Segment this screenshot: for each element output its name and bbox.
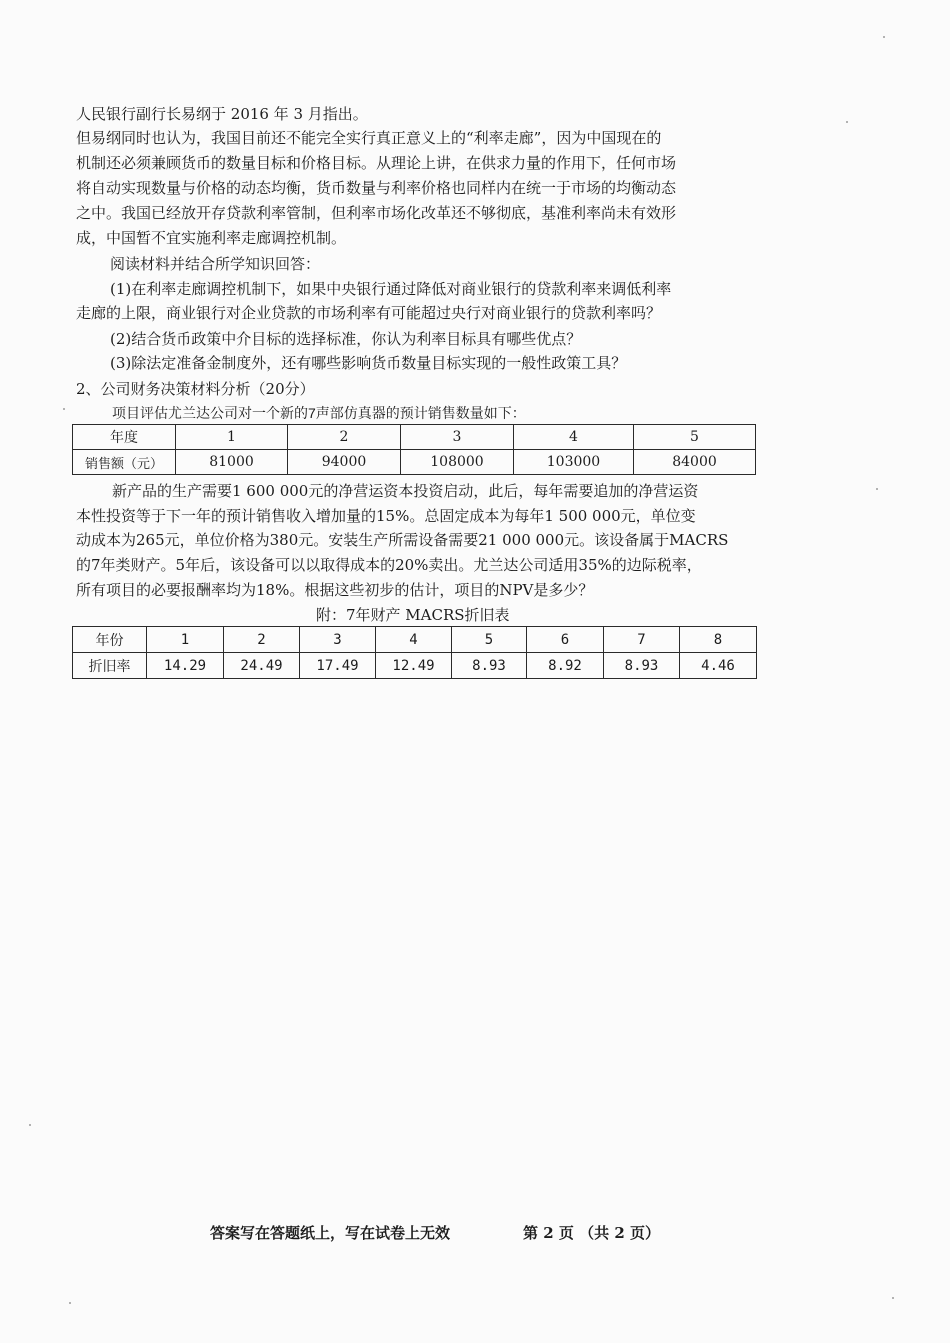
sales-value-cell: 94000 <box>288 450 401 475</box>
macrs-header-row <box>73 627 757 653</box>
sales-value-row <box>73 450 756 475</box>
paragraph-line: 之中。我国已经放开存贷款利率管制，但利率市场化改革还不够彻底，基准利率尚未有效形 <box>76 204 677 222</box>
sales-value-cell: 81000 <box>176 450 288 475</box>
body-line: 的7年类财产。5年后，该设备可以以取得成本的20%卖出。尤兰达公司适用35%的边际税率， <box>76 556 702 574</box>
sales-header-label: 年度 <box>73 425 176 450</box>
body-line: 所有项目的必要报酬率均为18%。根据这些初步的估计，项目的NPV是多少？ <box>76 581 594 599</box>
scan-speck <box>892 1297 894 1299</box>
body-line: 新产品的生产需要1 600 000元的净营运资本投资启动，此后，每年需要追加的净营运资 <box>112 482 699 500</box>
macrs-rate-cell: 8.93 <box>604 653 680 679</box>
macrs-rate-cell: 4.46 <box>680 653 757 679</box>
sales-year-cell: 2 <box>288 425 401 450</box>
macrs-year-cell: 1 <box>147 627 224 653</box>
macrs-rate-cell: 8.92 <box>527 653 604 679</box>
question-1-line-1: (1)在利率走廊调控机制下，如果中央银行通过降低对商业银行的贷款利率来调低利率 <box>110 280 672 298</box>
macrs-rate-row <box>73 653 757 679</box>
paragraph-line: 人民银行副行长易纲于 2016 年 3 月指出。 <box>76 105 368 123</box>
macrs-year-cell: 6 <box>527 627 604 653</box>
macrs-year-cell: 7 <box>604 627 680 653</box>
macrs-rate-cell: 24.49 <box>224 653 300 679</box>
macrs-rate-cell: 17.49 <box>300 653 376 679</box>
sales-year-cell: 4 <box>514 425 634 450</box>
body-line: 本性投资等于下一年的预计销售收入增加量的15%。总固定成本为每年1 500 000元，单位变 <box>76 507 696 525</box>
macrs-year-cell: 3 <box>300 627 376 653</box>
macrs-rate-cell: 14.29 <box>147 653 224 679</box>
scan-speck <box>29 1124 31 1126</box>
paragraph-line: 成，中国暂不宜实施利率走廊调控机制。 <box>76 229 347 247</box>
macrs-rate-cell: 12.49 <box>376 653 452 679</box>
macrs-year-cell: 2 <box>224 627 300 653</box>
sales-value-cell: 103000 <box>514 450 634 475</box>
macrs-rate-cell: 8.93 <box>452 653 527 679</box>
question-3: (3)除法定准备金制度外，还有哪些影响货币数量目标实现的一般性政策工具？ <box>110 354 627 372</box>
macrs-row-label: 折旧率 <box>73 653 147 679</box>
scan-speck <box>883 36 885 38</box>
sales-year-cell: 1 <box>176 425 288 450</box>
sales-year-cell: 3 <box>401 425 514 450</box>
scan-speck <box>69 1302 71 1304</box>
sales-header-row <box>73 425 756 450</box>
macrs-year-cell: 8 <box>680 627 757 653</box>
question-1-line-2: 走廊的上限，商业银行对企业贷款的市场利率有可能超过央行对商业银行的贷款利率吗？ <box>76 304 662 322</box>
section-2-heading: 2、公司财务决策材料分析（20分） <box>76 380 315 398</box>
sales-table <box>72 424 756 475</box>
macrs-year-cell: 5 <box>452 627 527 653</box>
sales-year-cell: 5 <box>634 425 756 450</box>
question-2: (2)结合货币政策中介目标的选择标准，你认为利率目标具有哪些优点？ <box>110 330 582 348</box>
paragraph-line: 将自动实现数量与价格的动态均衡，货币数量与利率价格也同样内在统一于市场的均衡动态 <box>76 179 677 197</box>
sales-row-label: 销售额（元） <box>73 450 176 475</box>
macrs-caption: 附：7年财产 MACRS折旧表 <box>316 606 510 624</box>
paragraph-line: 机制还必须兼顾货币的数量目标和价格目标。从理论上讲，在供求力量的作用下，任何市场 <box>76 154 677 172</box>
paragraph-line: 但易纲同时也认为，我国目前还不能完全实行真正意义上的“利率走廊”，因为中国现在的 <box>76 129 662 147</box>
scan-speck <box>846 121 848 123</box>
footer-page-number: 第 2 页 （共 2 页） <box>523 1224 660 1242</box>
instruction-text: 阅读材料并结合所学知识回答： <box>110 255 321 273</box>
sales-value-cell: 84000 <box>634 450 756 475</box>
macrs-header-label: 年份 <box>73 627 147 653</box>
body-line: 动成本为265元，单位价格为380元。安装生产所需设备需要21 000 000元。该设备属于MACRS <box>76 531 729 549</box>
footer-notice: 答案写在答题纸上，写在试卷上无效 <box>210 1224 451 1242</box>
macrs-table <box>72 626 757 679</box>
scan-speck <box>876 488 878 490</box>
scan-speck <box>63 408 65 410</box>
sales-value-cell: 108000 <box>401 450 514 475</box>
section-2-intro: 项目评估尤兰达公司对一个新的7声部仿真器的预计销售数量如下： <box>112 405 526 421</box>
macrs-year-cell: 4 <box>376 627 452 653</box>
